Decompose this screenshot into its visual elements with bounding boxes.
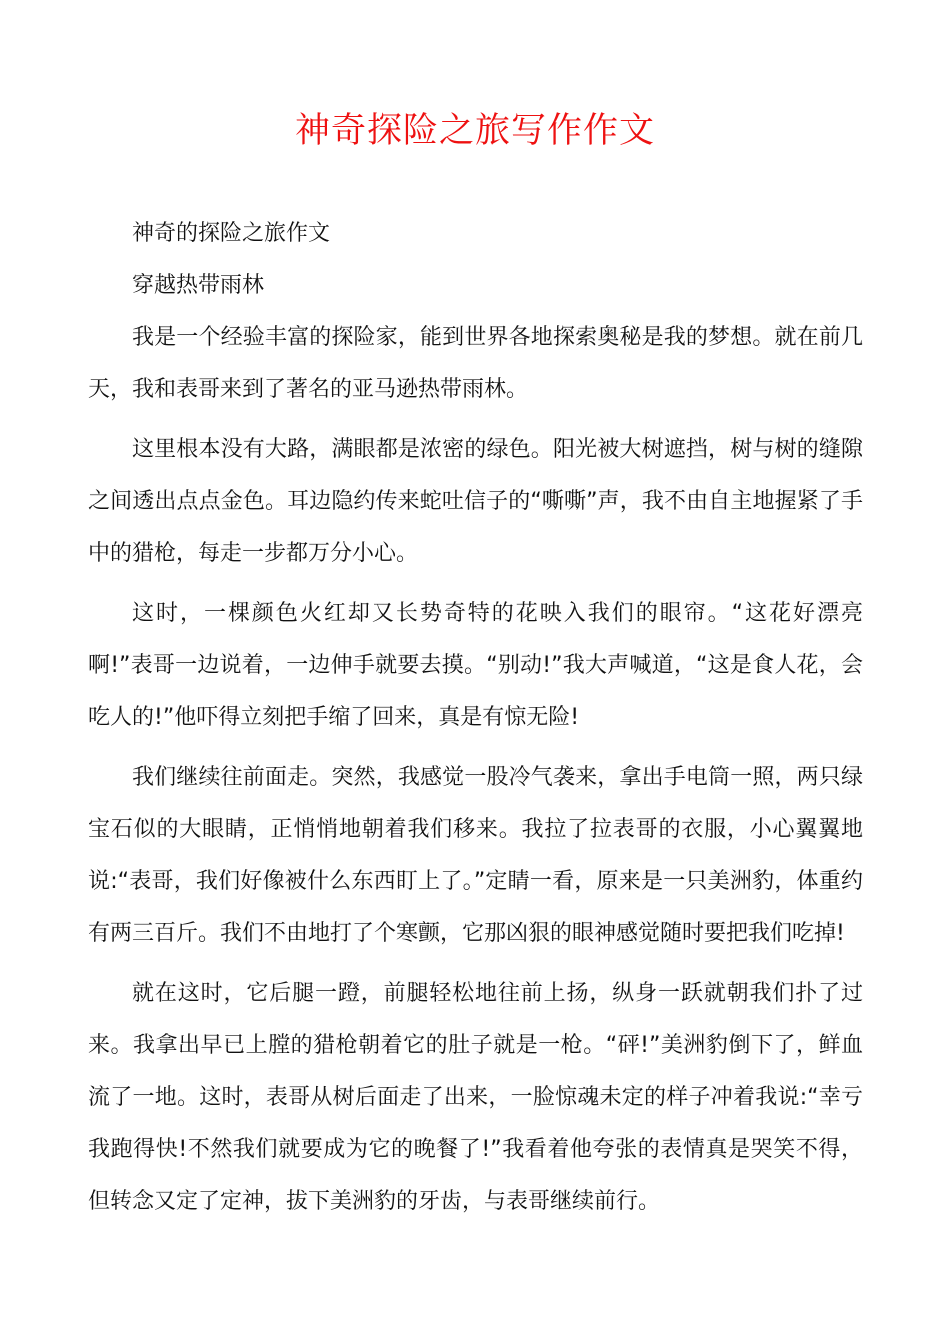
paragraph-jaguar: 我们继续往前面走。突然，我感觉一股冷气袭来，拿出手电筒一照，两只绿宝石似的大眼睛，正悄悄地朝着我们移来。我拉了拉表哥的衣服，小心翼翼地说:“表哥，我们好像被什么东西盯上了。”定睛一看，原来是一只美洲豹，体重约有两三百斤。我们不由地打了个寒颤，它那凶狠的眼神感觉随时要把我们吃掉! [88,765,863,946]
document-body [88,208,863,1228]
paragraph-flower: 这时，一棵颜色火红却又长势奇特的花映入我们的眼帘。“这花好漂亮啊!”表哥一边说着，一边伸手就要去摸。“别动!”我大声喊道，“这是食人花，会吃人的!”他吓得立刻把手缩了回来，真是有惊无险! [88,601,863,730]
paragraph-intro: 我是一个经验丰富的探险家，能到世界各地探索奥秘是我的梦想。就在前几天，我和表哥来到了著名的亚马逊热带雨林。 [88,325,863,402]
essay-subheading: 穿越热带雨林 [132,273,265,298]
paragraph-rainforest: 这里根本没有大路，满眼都是浓密的绿色。阳光被大树遮挡，树与树的缝隙之间透出点点金色。耳边隐约传来蛇吐信子的“嘶嘶”声，我不由自主地握紧了手中的猎枪，每走一步都万分小心。 [88,437,863,566]
paragraph-ending: 就在这时，它后腿一蹬，前腿轻松地往前上扬，纵身一跃就朝我们扑了过来。我拿出早已上膛的猎枪朝着它的肚子就是一枪。“砰!”美洲豹倒下了，鲜血流了一地。这时，表哥从树后面走了出来，一脸惊魂未定的样子冲着我说:“幸亏我跑得快!不然我们就要成为它的晚餐了!”我看着他夸张的表情真是哭笑不得，但转念又定了定神，拔下美洲豹的牙齿，与表哥继续前行。 [88,981,863,1214]
essay-heading: 神奇的探险之旅作文 [132,221,331,246]
document-title: 神奇探险之旅写作作文 [294,111,655,151]
